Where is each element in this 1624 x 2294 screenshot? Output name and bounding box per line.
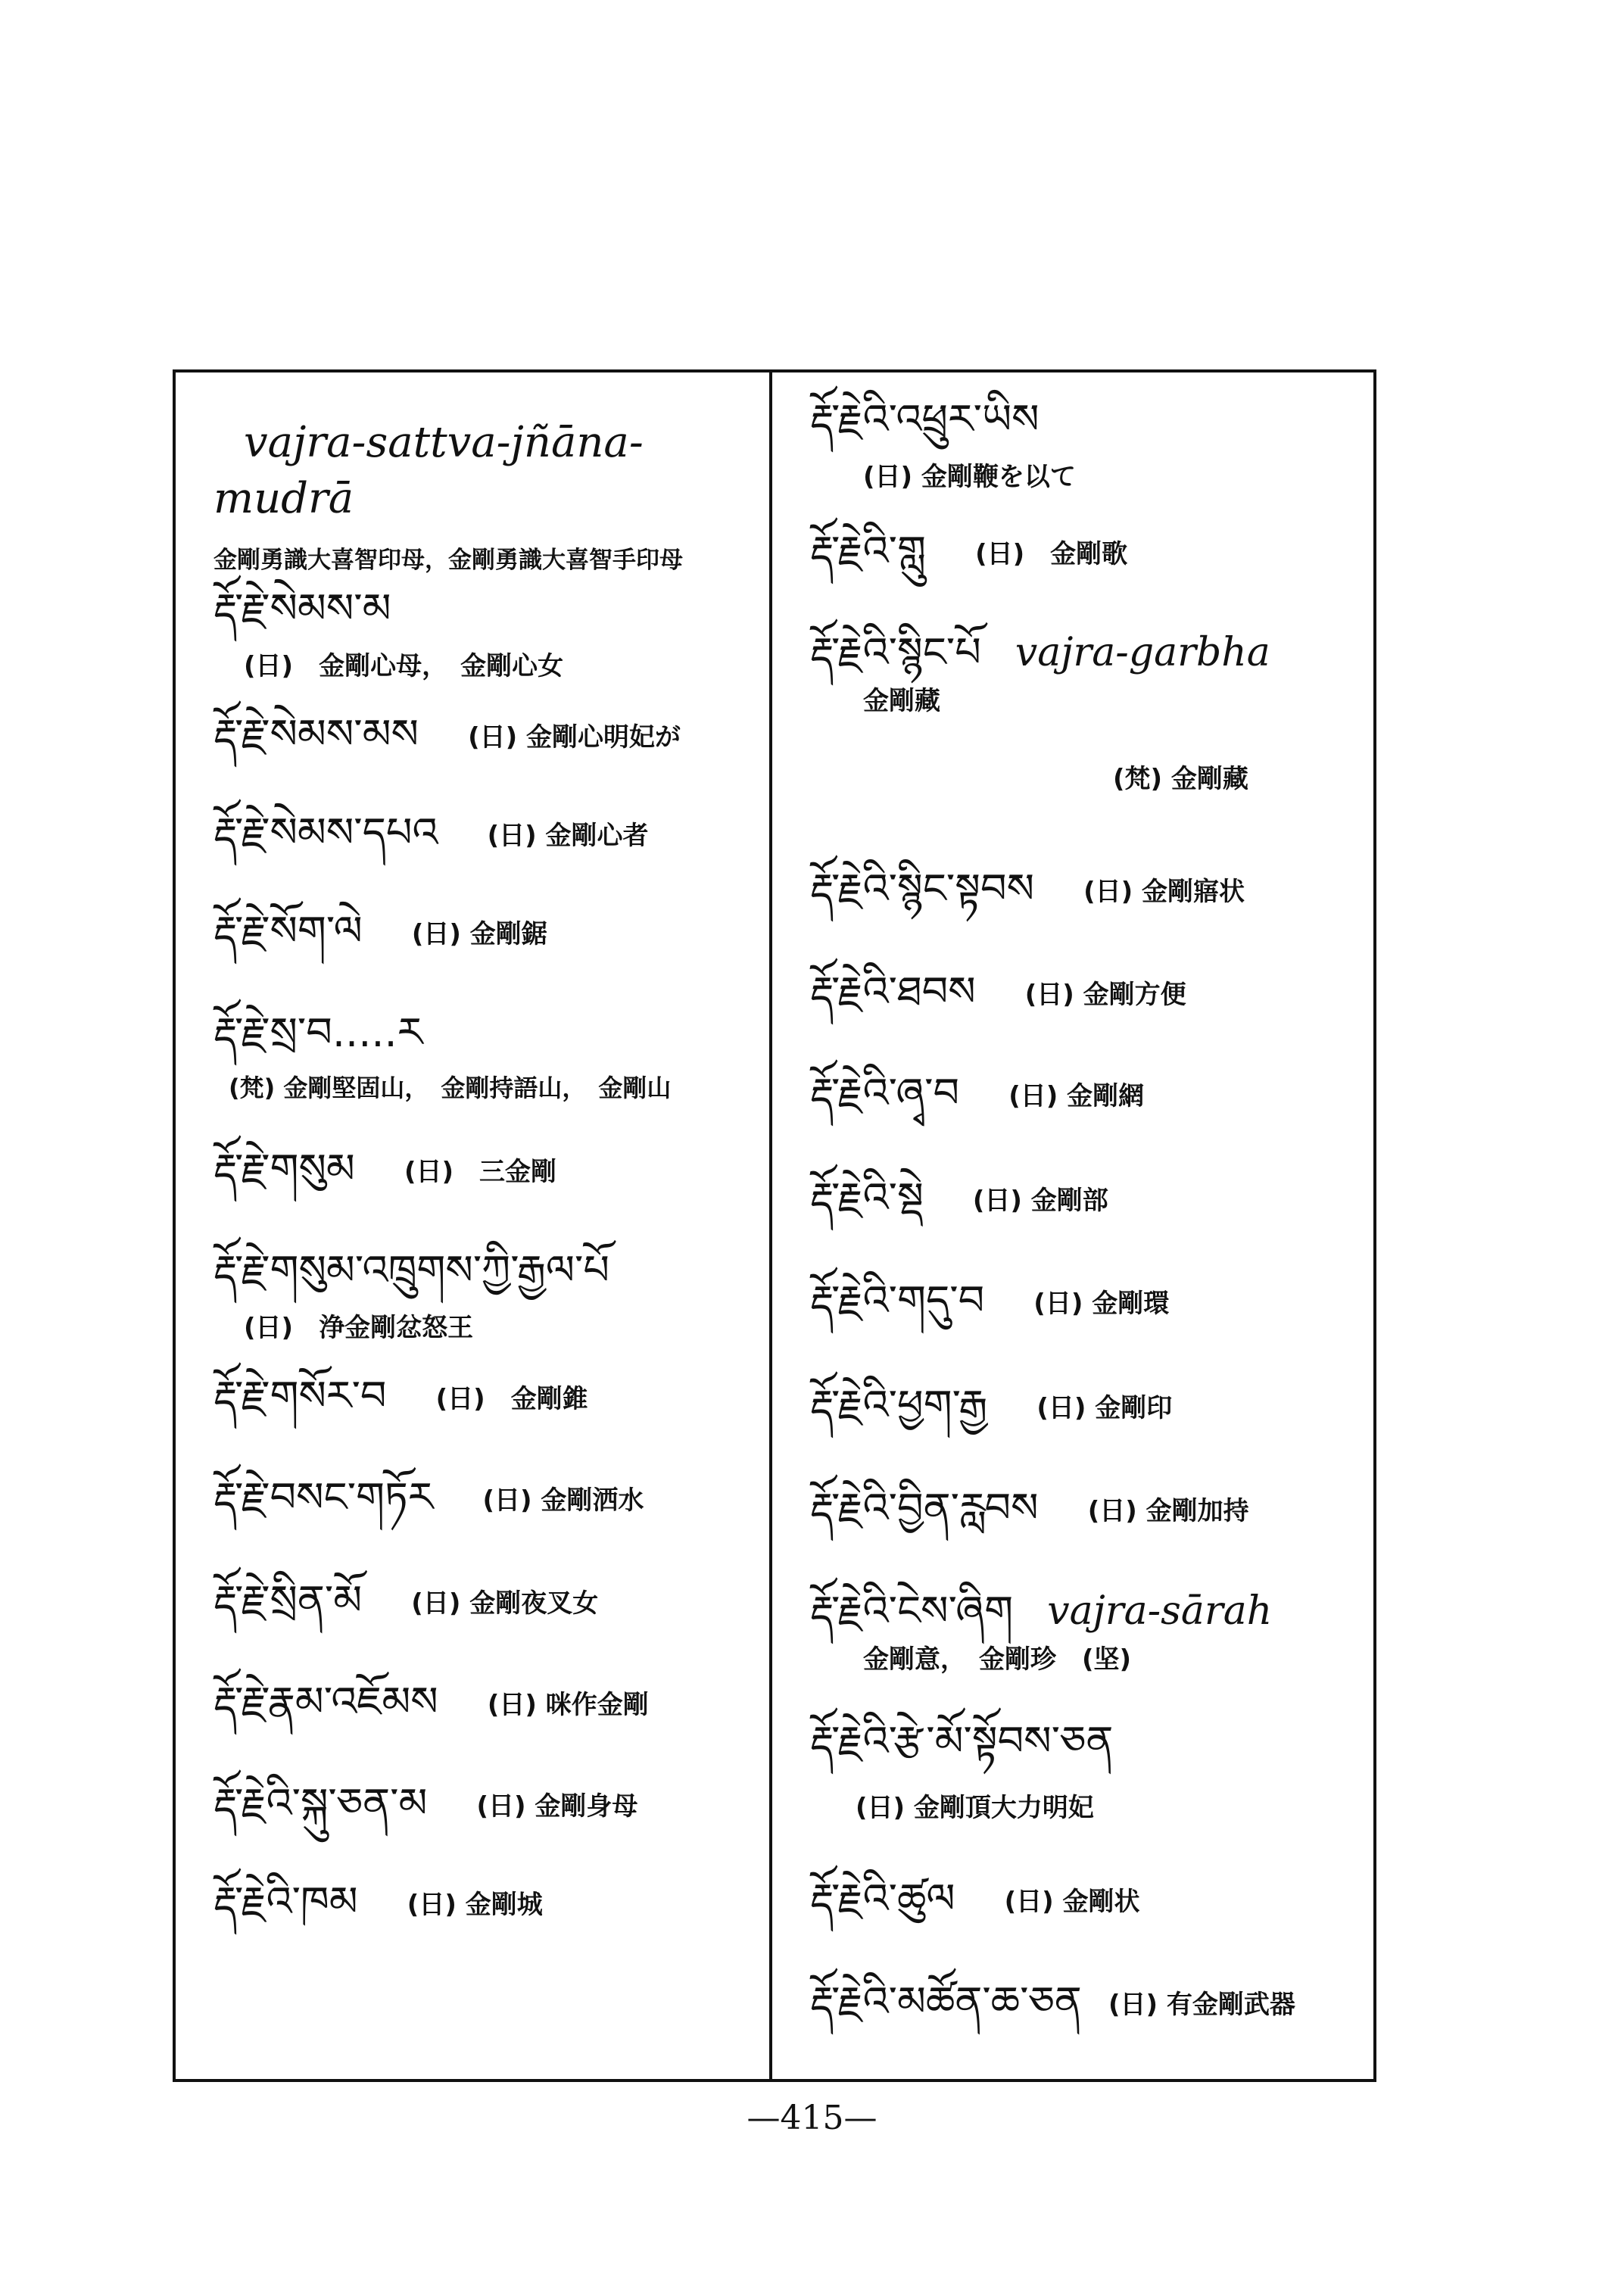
tibetan-term: རྡོ་རྗེ་གསུམ bbox=[214, 1145, 355, 1192]
gloss: (日) 金剛心者 bbox=[487, 820, 649, 851]
gloss: (日) 金剛錐 bbox=[435, 1383, 588, 1414]
left-column bbox=[176, 369, 769, 2082]
tibetan-term: རྡོ་རྗེའི་ཕྱག་རྒྱ bbox=[810, 1381, 988, 1429]
tibetan-term: རྡོ་རྗེ་གསོར་བ bbox=[214, 1372, 387, 1420]
gloss: (日) 金剛洒水 bbox=[482, 1485, 644, 1516]
tibetan-term: རྡོ་རྗེ་སོག་ལེ bbox=[214, 907, 363, 955]
gloss: (日) 金剛身母 bbox=[476, 1791, 638, 1822]
tibetan-term: རྡོ་རྗེ་སེམས་མ bbox=[214, 584, 391, 632]
tibetan-term: རྡོ་རྗེ་རྣམ་འཇོམས bbox=[214, 1678, 438, 1725]
tibetan-term: རྡོ་རྗེའི་ཐབས bbox=[810, 968, 976, 1015]
gloss: (日) 金剛寤状 bbox=[1083, 876, 1245, 907]
entry bbox=[810, 1588, 1358, 1675]
heading-entry bbox=[214, 415, 754, 575]
heading-sanskrit-line1: vajra-sattva-jñāna- bbox=[244, 418, 644, 467]
entry bbox=[214, 810, 754, 856]
tibetan-term: རྡོ་རྗེའི་རྩེ་མོ་སྟོབས་ཅན bbox=[810, 1717, 1114, 1765]
entry bbox=[810, 1979, 1358, 2024]
gloss: 金剛藏 bbox=[863, 686, 940, 716]
entry bbox=[810, 1382, 1358, 1428]
gloss: (日) 金剛心母， 金剛心女 bbox=[244, 651, 564, 681]
entry bbox=[214, 1248, 754, 1344]
tibetan-term: རྡོ་རྗེའི་འཕྲུར་ཡིས bbox=[810, 395, 1040, 443]
gloss: (日) 金剛城 bbox=[407, 1889, 543, 1920]
tibetan-term: རྡོ་རྗེ་སྲ་བ.....ར bbox=[214, 1008, 423, 1056]
gloss: (日) 金剛夜叉女 bbox=[411, 1588, 599, 1619]
tibetan-term: རྡོ་རྗེའི་ཁམ bbox=[214, 1878, 358, 1925]
tibetan-term: རྡོ་རྗེ་གསུམ་འཁྲུགས་ཀྱི་རྒྱལ་པོ bbox=[214, 1246, 609, 1294]
heading-gloss: 金剛勇識大喜智印母，金剛勇識大喜智手印母 bbox=[214, 547, 683, 574]
gloss: (日) 金剛方便 bbox=[1024, 979, 1186, 1010]
tibetan-term: རྡོ་རྗེ་སེམས་མས bbox=[214, 710, 419, 758]
entry bbox=[214, 909, 754, 954]
gloss: (日) 三金剛 bbox=[404, 1156, 557, 1187]
entry bbox=[214, 586, 754, 682]
tibetan-term: རྡོ་རྗེའི་སྐུ་ཅན་མ bbox=[214, 1779, 428, 1827]
entry bbox=[810, 1485, 1358, 1531]
gloss: (日) 咪作金剛 bbox=[487, 1689, 649, 1720]
tibetan-term: རྡོ་རྗེའི་ངེས་ཞིག bbox=[810, 1587, 1014, 1635]
entry bbox=[214, 1879, 754, 1925]
gloss: (日) 金剛環 bbox=[1033, 1288, 1170, 1319]
tibetan-term: རྡོ་རྗེ་སྲིན་མོ bbox=[214, 1576, 363, 1624]
entry bbox=[810, 1278, 1358, 1323]
entry bbox=[810, 1876, 1358, 1922]
sanskrit-term: vajra-sārah bbox=[1047, 1588, 1273, 1634]
gloss: (日) 金剛網 bbox=[1008, 1080, 1145, 1111]
gloss-source: (梵) 金剛藏 bbox=[1113, 764, 1248, 794]
gloss: (日) 金剛部 bbox=[972, 1185, 1108, 1216]
gloss: (日) 有金剛武器 bbox=[1108, 1989, 1295, 2020]
entry bbox=[810, 528, 1358, 574]
tibetan-term: རྡོ་རྗེའི་མཚོན་ཆ་ཅན bbox=[810, 1978, 1082, 2025]
gloss: (日) 金剛心明妃が bbox=[468, 722, 681, 753]
gloss: 金剛意， 金剛珍 (坚) bbox=[863, 1644, 1132, 1675]
gloss: (日) 金剛状 bbox=[1004, 1886, 1140, 1917]
tibetan-term: རྡོ་རྗེའི་བྱིན་རླབས bbox=[810, 1484, 1039, 1532]
tibetan-term: རྡོ་རྗེའི་སྙིང་པོ bbox=[810, 628, 981, 676]
gloss: (日) 金剛鋸 bbox=[411, 918, 547, 949]
tibetan-term: རྡོ་རྗེའི་ཞྭ་བ bbox=[810, 1069, 960, 1117]
entry bbox=[214, 1146, 754, 1192]
entry bbox=[214, 1010, 754, 1104]
entry bbox=[810, 1719, 1358, 1824]
gloss: (日) 金剛歌 bbox=[975, 538, 1128, 569]
entry bbox=[214, 712, 754, 757]
gloss: (日) 金剛頂大力明妃 bbox=[856, 1793, 1094, 1823]
entry bbox=[214, 1578, 754, 1623]
tibetan-term: རྡོ་རྗེའི་གླུ bbox=[810, 527, 926, 575]
gloss: (日) 金剛印 bbox=[1036, 1392, 1173, 1423]
tibetan-term: རྡོ་རྗེ་སེམས་དཔའ bbox=[214, 809, 438, 856]
gloss: (日) 金剛加持 bbox=[1087, 1495, 1249, 1526]
entry bbox=[810, 1175, 1358, 1220]
gloss: (日) 浄金剛忿怒王 bbox=[244, 1313, 474, 1343]
tibetan-term: རྡོ་རྗེའི་ཚུལ bbox=[810, 1875, 955, 1922]
entry bbox=[810, 969, 1358, 1015]
entry bbox=[214, 1679, 754, 1725]
page-number: —415— bbox=[747, 2099, 877, 2137]
heading-sanskrit-line2: mudrā bbox=[214, 474, 354, 523]
gloss: (日) 金剛鞭を以て bbox=[863, 462, 1076, 492]
tibetan-term: རྡོ་རྗེ་བསང་གཏོར bbox=[214, 1473, 434, 1521]
right-column bbox=[772, 369, 1373, 2082]
tibetan-term: རྡོ་རྗེའི་སྙིང་སྟབས bbox=[810, 865, 1035, 912]
entry bbox=[214, 1781, 754, 1826]
entry bbox=[810, 630, 1358, 795]
entry bbox=[810, 1071, 1358, 1116]
tibetan-term: རྡོ་རྗེའི་སྡེ bbox=[810, 1173, 924, 1221]
entry bbox=[214, 1475, 754, 1520]
entry bbox=[810, 866, 1358, 912]
gloss: (梵) 金剛堅固山， 金剛持語山， 金剛山 bbox=[229, 1074, 672, 1102]
tibetan-term: རྡོ་རྗེའི་གདུ་བ bbox=[810, 1276, 985, 1324]
sanskrit-term: vajra-garbha bbox=[1015, 630, 1270, 675]
entry bbox=[214, 1373, 754, 1419]
entry bbox=[810, 397, 1358, 493]
